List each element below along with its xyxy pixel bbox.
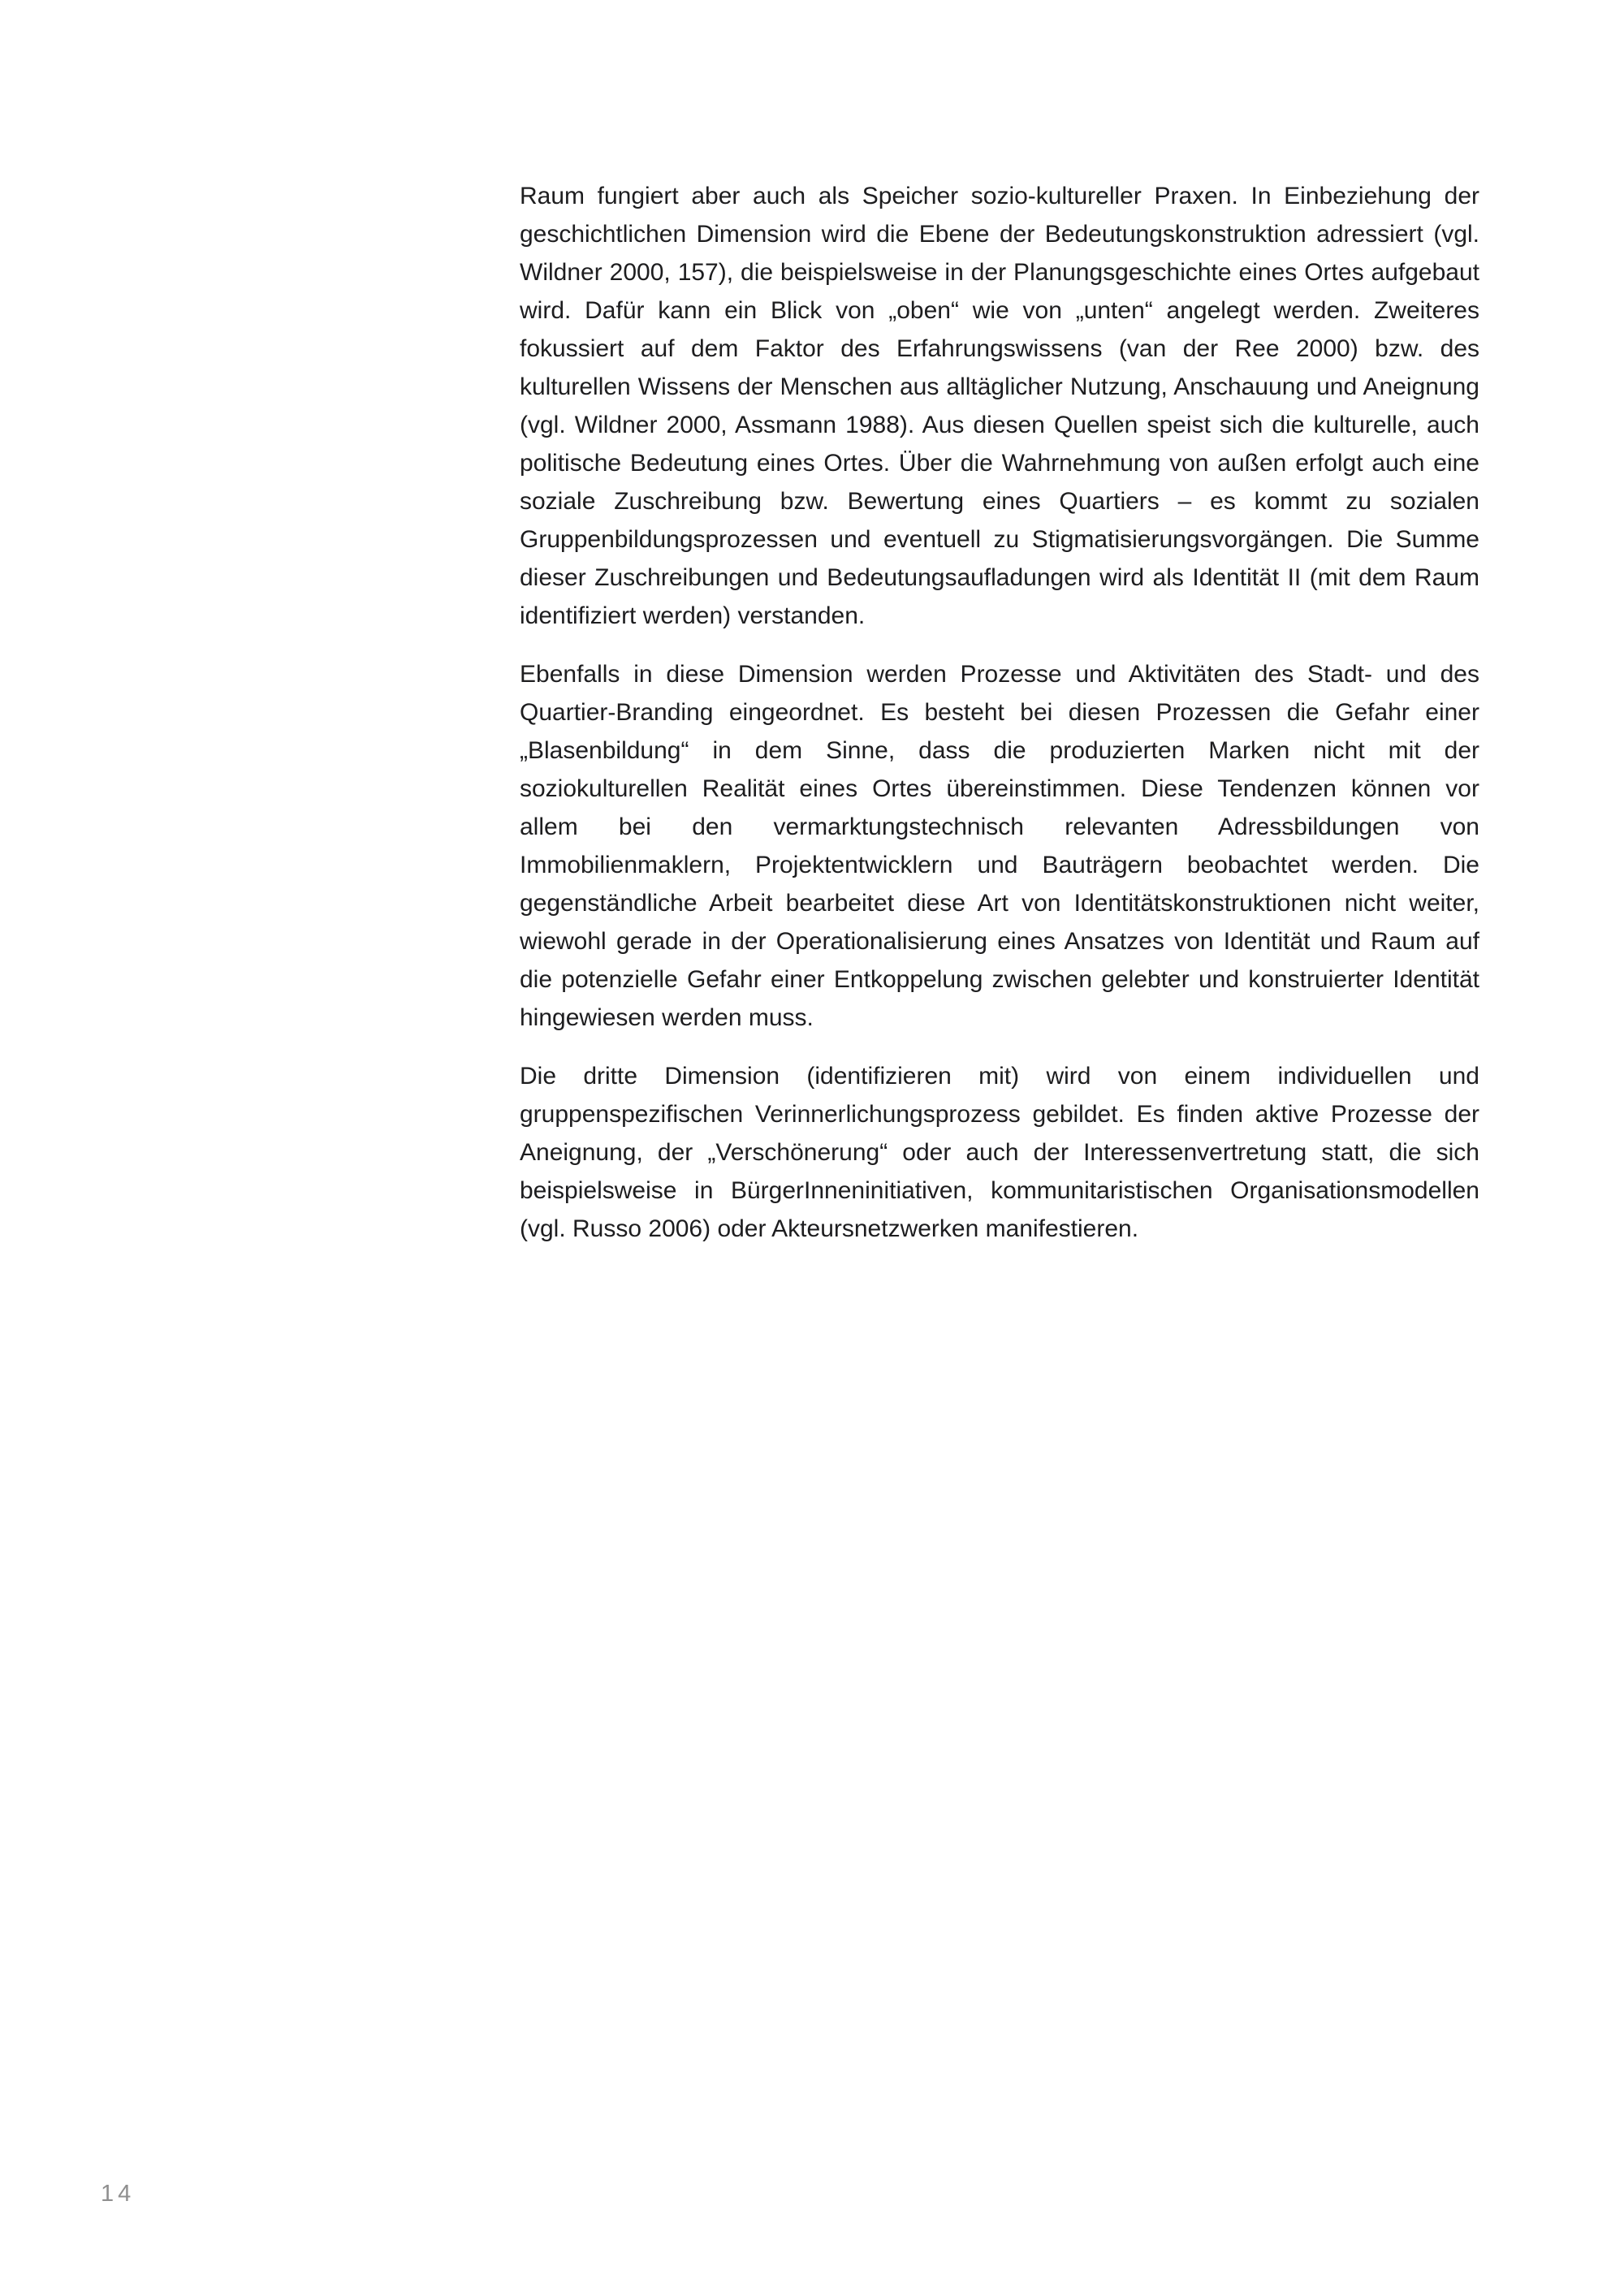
body-text (520, 177, 1479, 1248)
paragraph-branding: Ebenfalls in diese Dimension werden Prozesse und Aktivitäten des Stadt- und des Quartier-Branding eingeordnet. Es besteht bei diesen Prozessen die Gefahr einer „Blasenbildung“ in dem Sinne, dass die produzierten Marken nicht mit der soziokulturellen Realität eines Ortes übereinstimmen. Diese Tendenzen können vor allem bei den vermarktungstechnisch relevanten Adressbildungen von Immobilienmaklern, Projektentwicklern und Bauträgern beobachtet werden. Die gegenständliche Arbeit bearbeitet diese Art von Identitätskonstruktionen nicht weiter, wiewohl gerade in der Operationalisierung eines Ansatzes von Identität und Raum auf die potenzielle Gefahr einer Entkoppelung zwischen gelebter und konstruierter Identität hingewiesen werden muss. (520, 661, 1479, 1031)
page-number: 14 (101, 2181, 136, 2207)
paragraph-dritte-dimension: Die dritte Dimension (identifizieren mit) wird von einem individuellen und gruppenspezifischen Verinnerlichungsprozess gebildet. Es finden aktive Prozesse der Aneignung, der „Verschönerung“ oder auch der Interessenvertretung statt, die sich beispielsweise in BürgerInneninitiativen, kommunitaristischen Organisationsmodellen (vgl. Russo 2006) oder Akteursnetzwerken manifestieren. (520, 1063, 1479, 1242)
paragraph-identitaet-2: Raum fungiert aber auch als Speicher sozio-kultureller Praxen. In Einbeziehung der geschichtlichen Dimension wird die Ebene der Bedeutungskonstruktion adressiert (vgl. Wildner 2000, 157), die beispielsweise in der Planungsgeschichte eines Ortes aufgebaut wird. Dafür kann ein Blick von „oben“ wie von „unten“ angelegt werden. Zweiteres fokussiert auf dem Faktor des Erfahrungswissens (van der Ree 2000) bzw. des kulturellen Wissens der Menschen aus alltäglicher Nutzung, Anschauung und Aneignung (vgl. Wildner 2000, Assmann 1988). Aus diesen Quellen speist sich die kulturelle, auch politische Bedeutung eines Ortes. Über die Wahrnehmung von außen erfolgt auch eine soziale Zuschreibung bzw. Bewertung eines Quartiers – es kommt zu sozialen Gruppenbildungsprozessen und eventuell zu Stigmatisierungsvorgängen. Die Summe dieser Zuschreibungen und Bedeutungsaufladungen wird als Identität II (mit dem Raum identifiziert werden) verstanden. (520, 183, 1479, 629)
